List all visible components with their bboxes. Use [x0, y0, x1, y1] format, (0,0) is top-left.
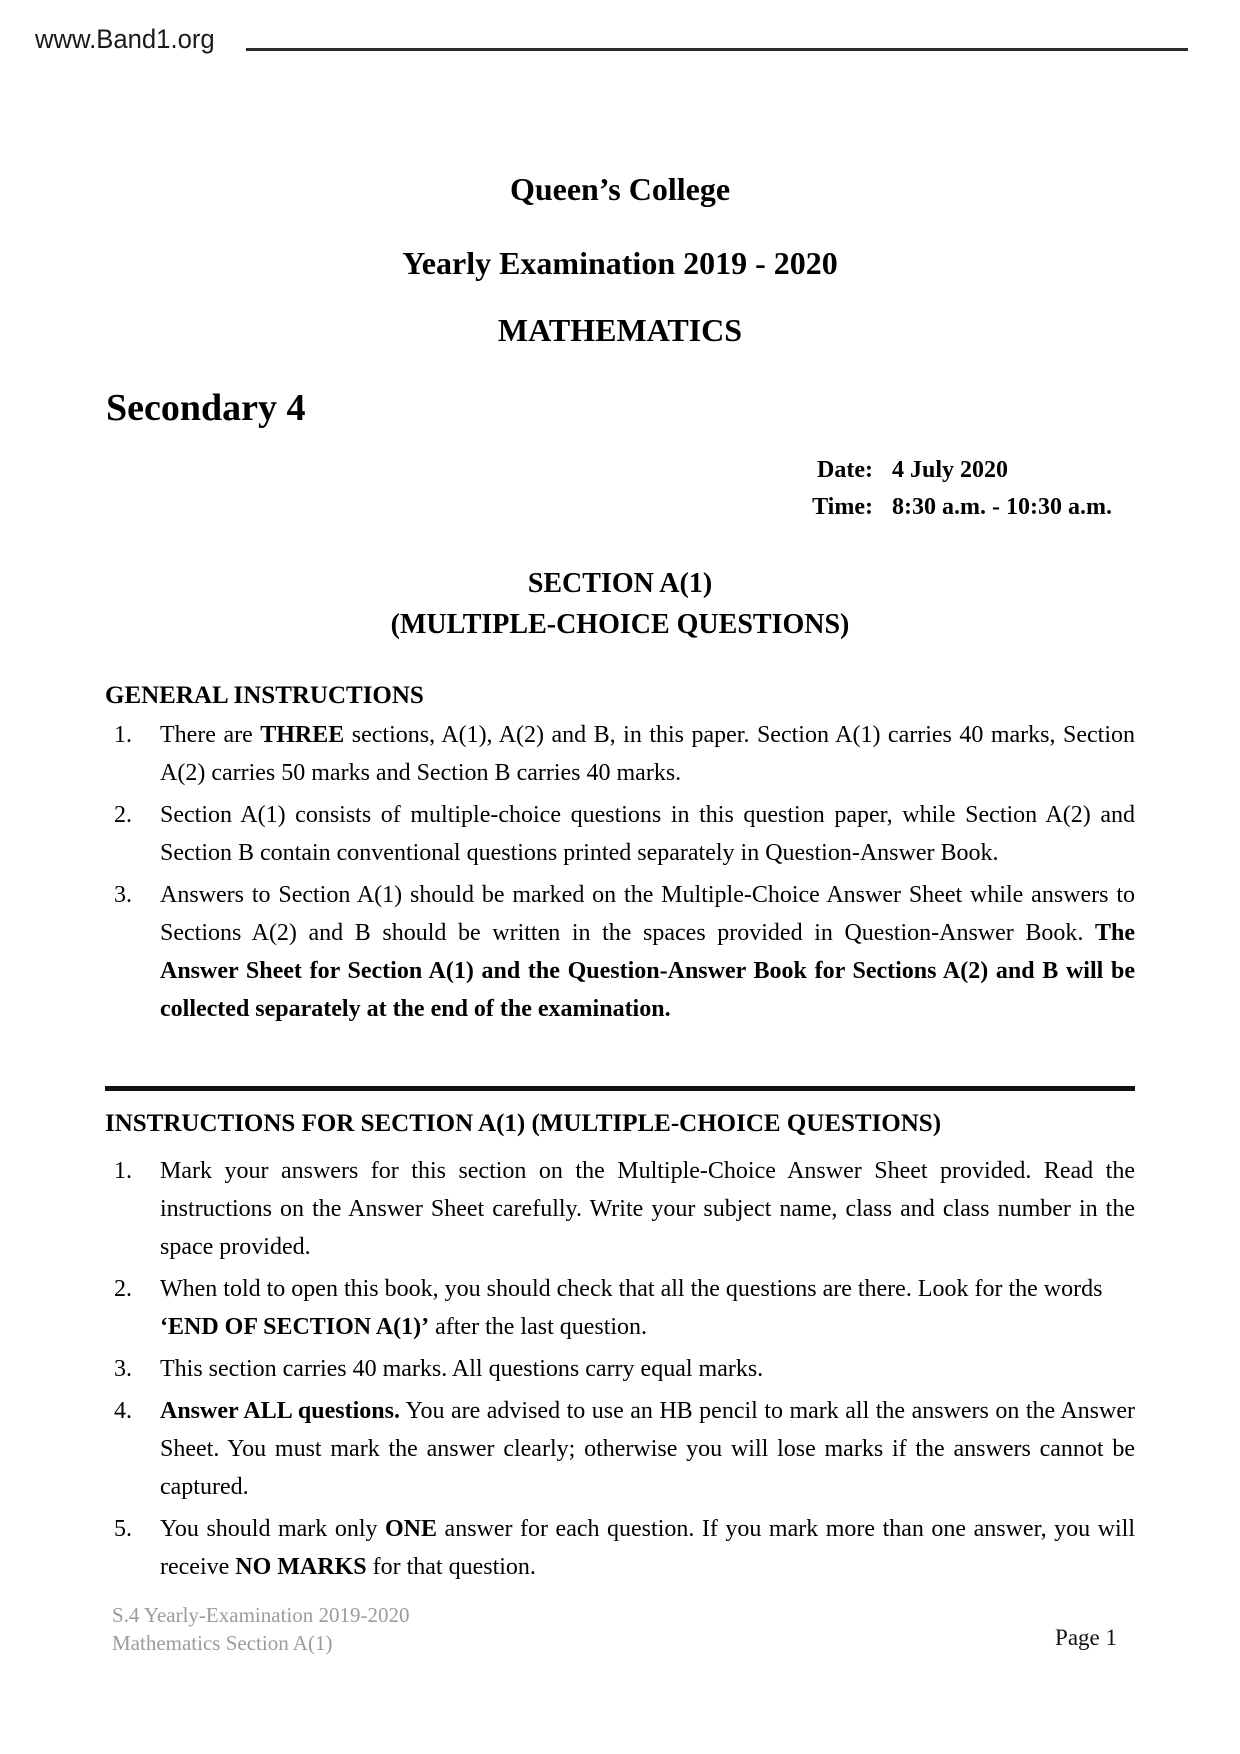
instruction-item: [105, 1510, 1135, 1586]
item-number: 3.: [114, 1356, 132, 1382]
item-number: 2.: [114, 1276, 132, 1302]
item-number: 1.: [114, 1158, 132, 1184]
section-a1-instructions-list: [105, 1152, 1135, 1590]
instruction-item: [105, 876, 1135, 1028]
time-label: Time:: [812, 494, 873, 520]
item-text: Answers to Section A(1) should be marked on the Multiple-Choice Answer Sheet while answers to Sections A(2) and B should be written in the spaces provided in Question-Answer Book. The Answer Sheet for Section A(1) and the Question-Answer Book for Sections A(2) and B will be collected separately at the end of the examination.: [160, 882, 1135, 1022]
item-text: When told to open this book, you should check that all the questions are there. Look for the words ‘END OF SECTION A(1)’ after the last question.: [160, 1276, 1103, 1340]
site-watermark: www.Band1.org: [35, 24, 215, 54]
item-number: 3.: [114, 882, 132, 908]
header-rule: [246, 48, 1188, 51]
general-instructions-list: [105, 716, 1135, 1032]
instruction-item: [105, 1392, 1135, 1506]
footer-doc-info: [112, 1601, 409, 1657]
general-instructions-heading: GENERAL INSTRUCTIONS: [105, 682, 424, 709]
instruction-item: [105, 796, 1135, 872]
item-number: 1.: [114, 722, 132, 748]
datetime-block: [760, 452, 1112, 526]
exam-title: Yearly Examination 2019 - 2020: [402, 245, 838, 281]
section-subtitle: (MULTIPLE-CHOICE QUESTIONS): [390, 609, 850, 640]
level-title: Secondary 4: [106, 387, 306, 429]
section-head: [0, 563, 1240, 645]
time-value: 8:30 a.m. - 10:30 a.m.: [892, 494, 1112, 520]
instruction-item: [105, 716, 1135, 792]
item-text: Mark your answers for this section on the Multiple-Choice Answer Sheet provided. Read the instructions on the Answer Sheet carefully. Write your subject name, class and class number in the space provided.: [160, 1158, 1135, 1260]
subject-title: MATHEMATICS: [497, 312, 743, 348]
item-text: Section A(1) consists of multiple-choice questions in this question paper, while Section A(2) and Section B contain conventional questions printed separately in Question-Answer Book.: [160, 802, 1135, 866]
date-label: Date:: [817, 457, 873, 483]
school-title: Queen’s College: [509, 171, 731, 207]
item-number: 5.: [114, 1516, 132, 1542]
date-row: [760, 452, 1112, 489]
divider-rule: [105, 1086, 1135, 1091]
item-number: 2.: [114, 802, 132, 828]
item-text: You should mark only ONE answer for each question. If you mark more than one answer, you will receive NO MARKS for that question.: [160, 1516, 1135, 1580]
footer-doc-line2: Mathematics Section A(1): [112, 1631, 333, 1655]
section-a1-instructions-heading: INSTRUCTIONS FOR SECTION A(1) (MULTIPLE-CHOICE QUESTIONS): [105, 1110, 942, 1137]
item-number: 4.: [114, 1398, 132, 1424]
site-header: [35, 24, 1188, 55]
item-text: This section carries 40 marks. All questions carry equal marks.: [160, 1356, 764, 1382]
date-value: 4 July 2020: [892, 457, 1009, 483]
instruction-item: [105, 1152, 1135, 1266]
section-title: SECTION A(1): [527, 568, 713, 599]
footer-doc-line1: S.4 Yearly-Examination 2019-2020: [112, 1603, 410, 1627]
item-text: Answer ALL questions. You are advised to use an HB pencil to mark all the answers on the Answer Sheet. You must mark the answer clearly; otherwise you will lose marks if the answers cannot be captured.: [160, 1398, 1135, 1500]
instruction-item: [105, 1270, 1135, 1346]
instruction-item: [105, 1350, 1135, 1388]
item-text: There are THREE sections, A(1), A(2) and B, in this paper. Section A(1) carries 40 marks, Section A(2) carries 50 marks and Section B carries 40 marks.: [160, 722, 1135, 786]
page-number: Page 1: [1055, 1625, 1117, 1650]
time-row: [760, 489, 1112, 526]
